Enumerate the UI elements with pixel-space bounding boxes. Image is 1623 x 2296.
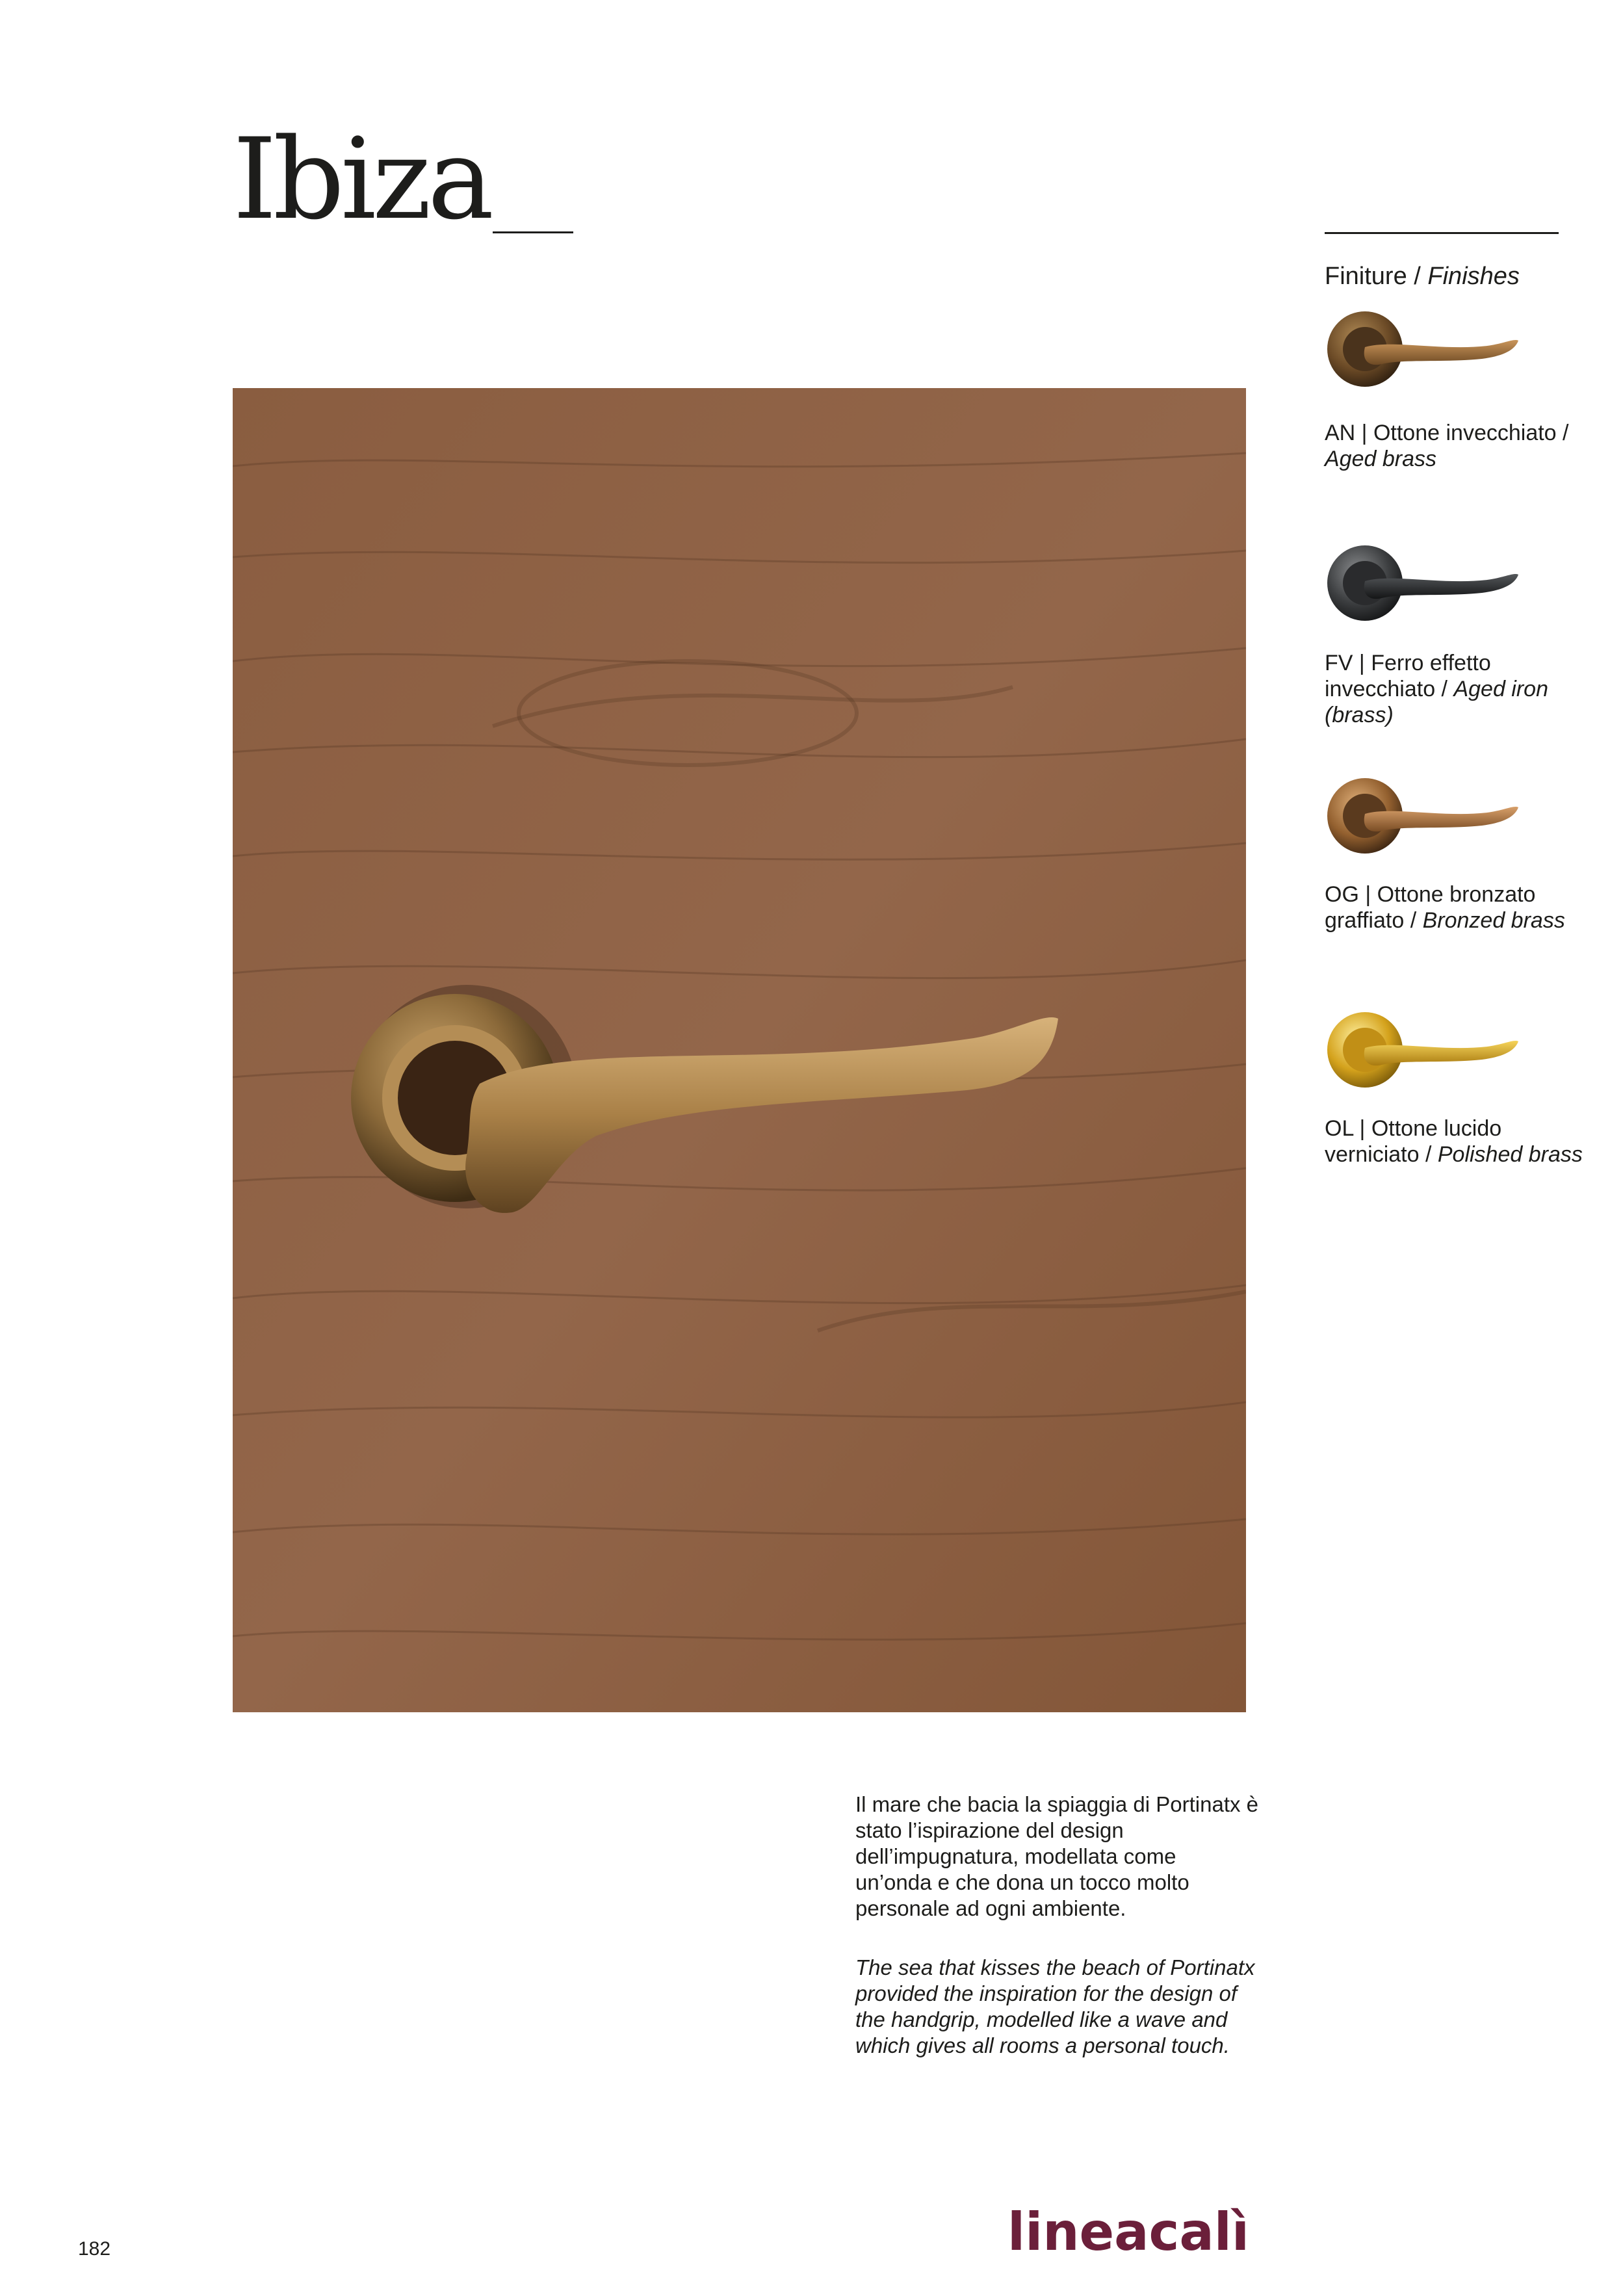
finish-name-it-fv: Ferro effetto invecchiato	[1325, 651, 1491, 701]
finish-name-en-an: Aged brass	[1325, 447, 1436, 471]
finish-code-an: AN	[1325, 421, 1356, 445]
finish-name-it-og: Ottone bronzato graffiato	[1325, 882, 1536, 933]
finishes-heading-en: Finishes	[1427, 263, 1520, 290]
svg-text:lineacalì: lineacalì	[1007, 2202, 1249, 2262]
finishes-heading	[1325, 261, 1520, 291]
finishes-heading-it: Finiture	[1325, 263, 1407, 290]
finish-name-en-og: Bronzed brass	[1422, 908, 1565, 933]
product-photo	[233, 388, 1246, 1712]
finish-name-it-an: Ottone invecchiato	[1373, 421, 1557, 445]
finish-code-fv: FV	[1325, 651, 1353, 675]
page-title: Ibiza	[233, 114, 491, 244]
finish-code-og: OG	[1325, 882, 1359, 907]
finish-label-fv: FV | Ferro effetto invecchiato / Aged iron (brass)	[1325, 651, 1548, 727]
finish-thumb-ol	[1319, 1001, 1527, 1092]
finish-name-en-fv: Aged iron (brass)	[1325, 677, 1548, 727]
brand-logo	[1007, 2200, 1254, 2265]
finishes-heading-separator: /	[1407, 263, 1428, 290]
finish-label-an: AN | Ottone invecchiato / Aged brass	[1325, 421, 1569, 471]
finish-name-it-ol: Ottone lucido verniciato	[1325, 1116, 1502, 1167]
finish-label-ol: OL | Ottone lucido verniciato / Polished brass	[1325, 1116, 1583, 1167]
finishes-rule	[1325, 232, 1559, 234]
finish-code-ol: OL	[1325, 1116, 1354, 1141]
finish-thumb-og	[1319, 767, 1527, 858]
finish-name-en-ol: Polished brass	[1437, 1142, 1583, 1167]
title-rule	[493, 231, 573, 233]
page-number: 182	[78, 2238, 111, 2260]
description-italian: Il mare che bacia la spiaggia di Portinatx è stato l’ispirazione del design dell’impugnatura, modellata come un’onda e che dona un tocco molto personale ad ogni ambiente.	[855, 1792, 1259, 1920]
finish-thumb-an	[1319, 300, 1527, 391]
finish-label-og: OG | Ottone bronzato graffiato / Bronzed brass	[1325, 882, 1565, 933]
description-english: The sea that kisses the beach of Portinatx provided the inspiration for the design of the handgrip, modelled like a wave and which gives all rooms a personal touch.	[855, 1955, 1255, 2057]
finish-thumb-fv	[1319, 534, 1527, 625]
